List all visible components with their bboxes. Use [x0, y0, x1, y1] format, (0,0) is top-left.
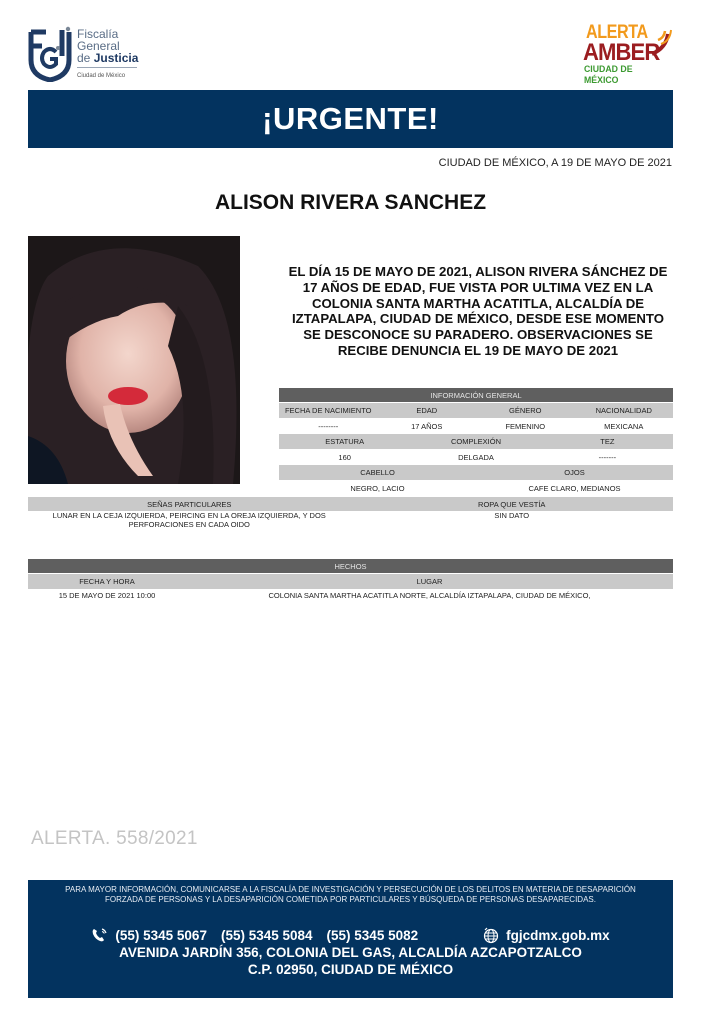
amber-logo-line3: CIUDAD DE MÉXICO [584, 64, 633, 86]
facts-headers [28, 574, 673, 589]
missing-person-photo [28, 236, 240, 484]
amber-alert-logo [580, 24, 676, 86]
globe-icon [482, 926, 500, 944]
value-complexion: ------- [598, 453, 617, 462]
value-eyes: CAFE CLARO, MEDIANOS [528, 484, 621, 493]
value-date-time: 15 DE MAYO DE 2021 10:00 [58, 590, 156, 600]
case-description: EL DÍA 15 DE MAYO DE 2021, ALISON RIVERA SÁNCHEZ DE 17 AÑOS DE EDAD, FUE VISTA POR ULTIMA VEZ EN LA COLONIA SANTA MARTHA ACATITLA, ALCALDÍA DE IZTAPALAPA, CIUDAD DE MÉXICO, DESDE ESE MOMENTO SE DESCONOCE SU PARADERO. OBSERVACIONES SE RECIBE DENUNCIA EL 19 DE MAYO DE 2021 [288, 264, 668, 358]
header-place: LUGAR [416, 577, 443, 586]
phone-number-3[interactable]: (55) 5345 5082 [326, 927, 419, 943]
general-info-row3-headers [279, 465, 673, 480]
phone-icon [91, 927, 109, 943]
header-date-time: FECHA Y HORA [79, 577, 135, 586]
amber-logo-line1: ALERTA [586, 22, 648, 43]
value-birth-date: -------- [318, 422, 339, 431]
value-gender: FEMENINO [505, 422, 546, 431]
website-link[interactable]: fgjcdmx.gob.mx [506, 927, 610, 943]
value-particular-signs: LUNAR EN LA CEJA IZQUIERDA, PEIRCING EN LA OREJA IZQUIERDA, Y DOS PERFORACIONES EN CADA OIDO [52, 511, 326, 529]
value-place: COLONIA SANTA MARTHA ACATITLA NORTE, ALCALDÍA IZTAPALAPA, CIUDAD DE MÉXICO, [268, 590, 591, 600]
footer-contact-panel [28, 880, 673, 998]
facts-values [28, 589, 673, 601]
value-hair: NEGRO, LACIO [350, 484, 405, 493]
header-gender: GÉNERO [508, 406, 542, 415]
fgj-logo-line3: de Justicia [77, 51, 139, 65]
particulars-values [28, 512, 673, 532]
person-name: ALISON RIVERA SANCHEZ [214, 191, 487, 214]
header-eyes: OJOS [564, 468, 585, 477]
value-nationality: MEXICANA [604, 422, 644, 431]
value-height: 160 [338, 453, 351, 462]
alert-number: ALERTA. 558/2021 [31, 828, 198, 849]
value-build: DELGADA [458, 453, 494, 462]
phones-row [28, 926, 673, 944]
address-line2: C.P. 02950, CIUDAD DE MÉXICO [247, 962, 454, 977]
fgj-shield-icon [28, 26, 72, 82]
header-complexion: TEZ [600, 437, 615, 446]
general-info-row1-headers [279, 403, 673, 418]
particulars-headers [28, 497, 673, 511]
header-hair: CABELLO [360, 468, 395, 477]
fgj-logo [28, 26, 148, 84]
urgent-banner [28, 90, 673, 148]
address-line1: AVENIDA JARDÍN 356, COLONIA DEL GAS, ALCALDÍA AZCAPOTZALCO [119, 945, 582, 960]
fgj-logo-line2: General [77, 39, 120, 53]
fgj-logo-line1: Fiscalía [77, 27, 119, 41]
general-info-row2-values [279, 450, 673, 465]
phone-number-1[interactable]: (55) 5345 5067 [115, 927, 207, 943]
footer-info-text: PARA MAYOR INFORMACIÓN, COMUNICARSE A LA FISCALÍA DE INVESTIGACIÓN Y PERSECUCIÓN DE LOS DELITOS EN MATERIA DE DESAPARICIÓN FORZADA DE PERSONAS Y LA DESAPARICIÓN COMETIDA POR PARTICULARES Y BÚSQUEDA DE PERSONAS DESAPARECIDAS. [65, 885, 636, 904]
general-info-row2-headers [279, 434, 673, 449]
header-age: EDAD [416, 406, 438, 415]
general-info-title: INFORMACIÓN GENERAL [279, 388, 673, 402]
value-age: 17 AÑOS [411, 422, 443, 431]
date-line: CIUDAD DE MÉXICO, A 19 DE MAYO DE 2021 [438, 157, 672, 169]
header-birth-date: FECHA DE NACIMIENTO [284, 406, 372, 415]
urgent-title: ¡URGENTE! [262, 101, 439, 136]
header-clothing: ROPA QUE VESTÍA [478, 499, 546, 509]
header-nationality: NACIONALIDAD [595, 406, 652, 415]
value-clothing: SIN DATO [494, 511, 530, 520]
facts-title: HECHOS [28, 559, 673, 573]
header-particular-signs: SEÑAS PARTICULARES [147, 499, 232, 509]
general-info-row1-values [279, 419, 673, 434]
fgj-logo-line4: Ciudad de México [77, 73, 126, 79]
general-info-row3-values [279, 481, 673, 496]
header-height: ESTATURA [325, 437, 365, 446]
header-build: COMPLEXIÓN [450, 437, 501, 446]
phone-number-2[interactable]: (55) 5345 5084 [220, 927, 313, 943]
amber-logo-line2: AMBER [583, 39, 660, 66]
